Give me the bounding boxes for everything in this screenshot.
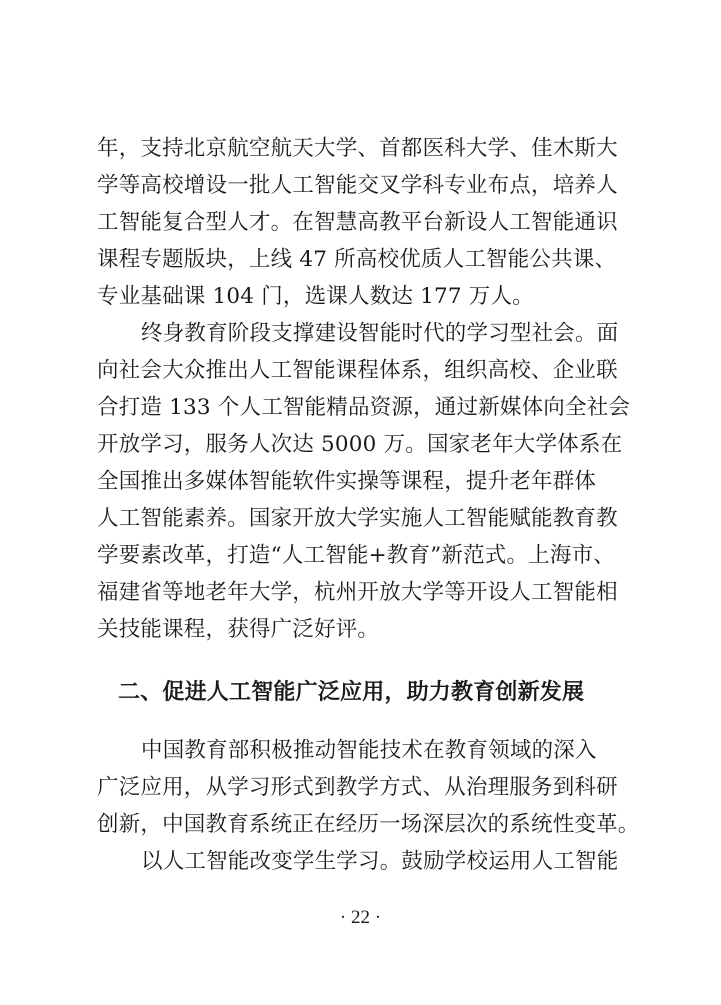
text-line: 中国教育部积极推动智能技术在教育领域的深入 bbox=[141, 738, 597, 763]
paragraph-2-line bbox=[0, 316, 721, 352]
text-line: 向社会大众推出人工智能课程体系，组织高校、企业联 bbox=[97, 358, 618, 383]
page-number: · 22 · bbox=[339, 907, 382, 928]
paragraph-2-line bbox=[0, 538, 721, 574]
paragraph-3-line bbox=[0, 807, 721, 843]
text-line: 广泛应用，从学习形式到教学方式、从治理服务到科研 bbox=[97, 775, 618, 800]
section-heading bbox=[0, 675, 721, 711]
text-line: 全国推出多媒体智能软件实操等课程，提升老年群体 bbox=[97, 469, 597, 494]
paragraph-2-line bbox=[0, 427, 721, 463]
text-line: 课程专题版块，上线 47 所高校优质人工智能公共课、 bbox=[97, 247, 617, 272]
text-line: 专业基础课 104 门，选课人数达 177 万人。 bbox=[97, 284, 534, 309]
paragraph-1-line bbox=[0, 279, 721, 315]
paragraph-2-line bbox=[0, 612, 721, 648]
paragraph-4-line bbox=[0, 844, 721, 880]
text-line: 学等高校增设一批人工智能交叉学科专业布点，培养人 bbox=[97, 173, 618, 198]
paragraph-2-line bbox=[0, 390, 721, 426]
paragraph-3-line bbox=[0, 770, 721, 806]
text-line: 年，支持北京航空航天大学、首都医科大学、佳木斯大 bbox=[97, 136, 618, 161]
paragraph-2-line bbox=[0, 575, 721, 611]
paragraph-2-line bbox=[0, 501, 721, 537]
paragraph-1-line bbox=[0, 242, 721, 278]
text-line: 合打造 133 个人工智能精品资源，通过新媒体向全社会 bbox=[97, 395, 631, 420]
text-line: 福建省等地老年大学，杭州开放大学等开设人工智能相 bbox=[97, 580, 618, 605]
text-line: 创新，中国教育系统正在经历一场深层次的系统性变革。 bbox=[97, 812, 640, 837]
text-line: 工智能复合型人才。在智慧高教平台新设人工智能通识 bbox=[97, 210, 618, 235]
text-line: 终身教育阶段支撑建设智能时代的学习型社会。面 bbox=[141, 321, 619, 346]
paragraph-2-line bbox=[0, 353, 721, 389]
paragraph-1-line bbox=[0, 168, 721, 204]
paragraph-3-line bbox=[0, 733, 721, 769]
paragraph-1-line bbox=[0, 205, 721, 241]
text-line: 人工智能素养。国家开放大学实施人工智能赋能教育教 bbox=[97, 506, 618, 531]
text-line: 以人工智能改变学生学习。鼓励学校运用人工智能 bbox=[141, 849, 619, 874]
text-line: 开放学习，服务人次达 5000 万。国家老年大学体系在 bbox=[97, 432, 623, 457]
paragraph-1-line bbox=[0, 131, 721, 167]
text-line: 学要素改革，打造“人工智能+教育”新范式。上海市、 bbox=[97, 543, 615, 568]
paragraph-2-line bbox=[0, 464, 721, 500]
text-line: 关技能课程，获得广泛好评。 bbox=[97, 617, 380, 642]
section-heading-text: 二、促进人工智能广泛应用，助力教育创新发展 bbox=[118, 680, 585, 705]
